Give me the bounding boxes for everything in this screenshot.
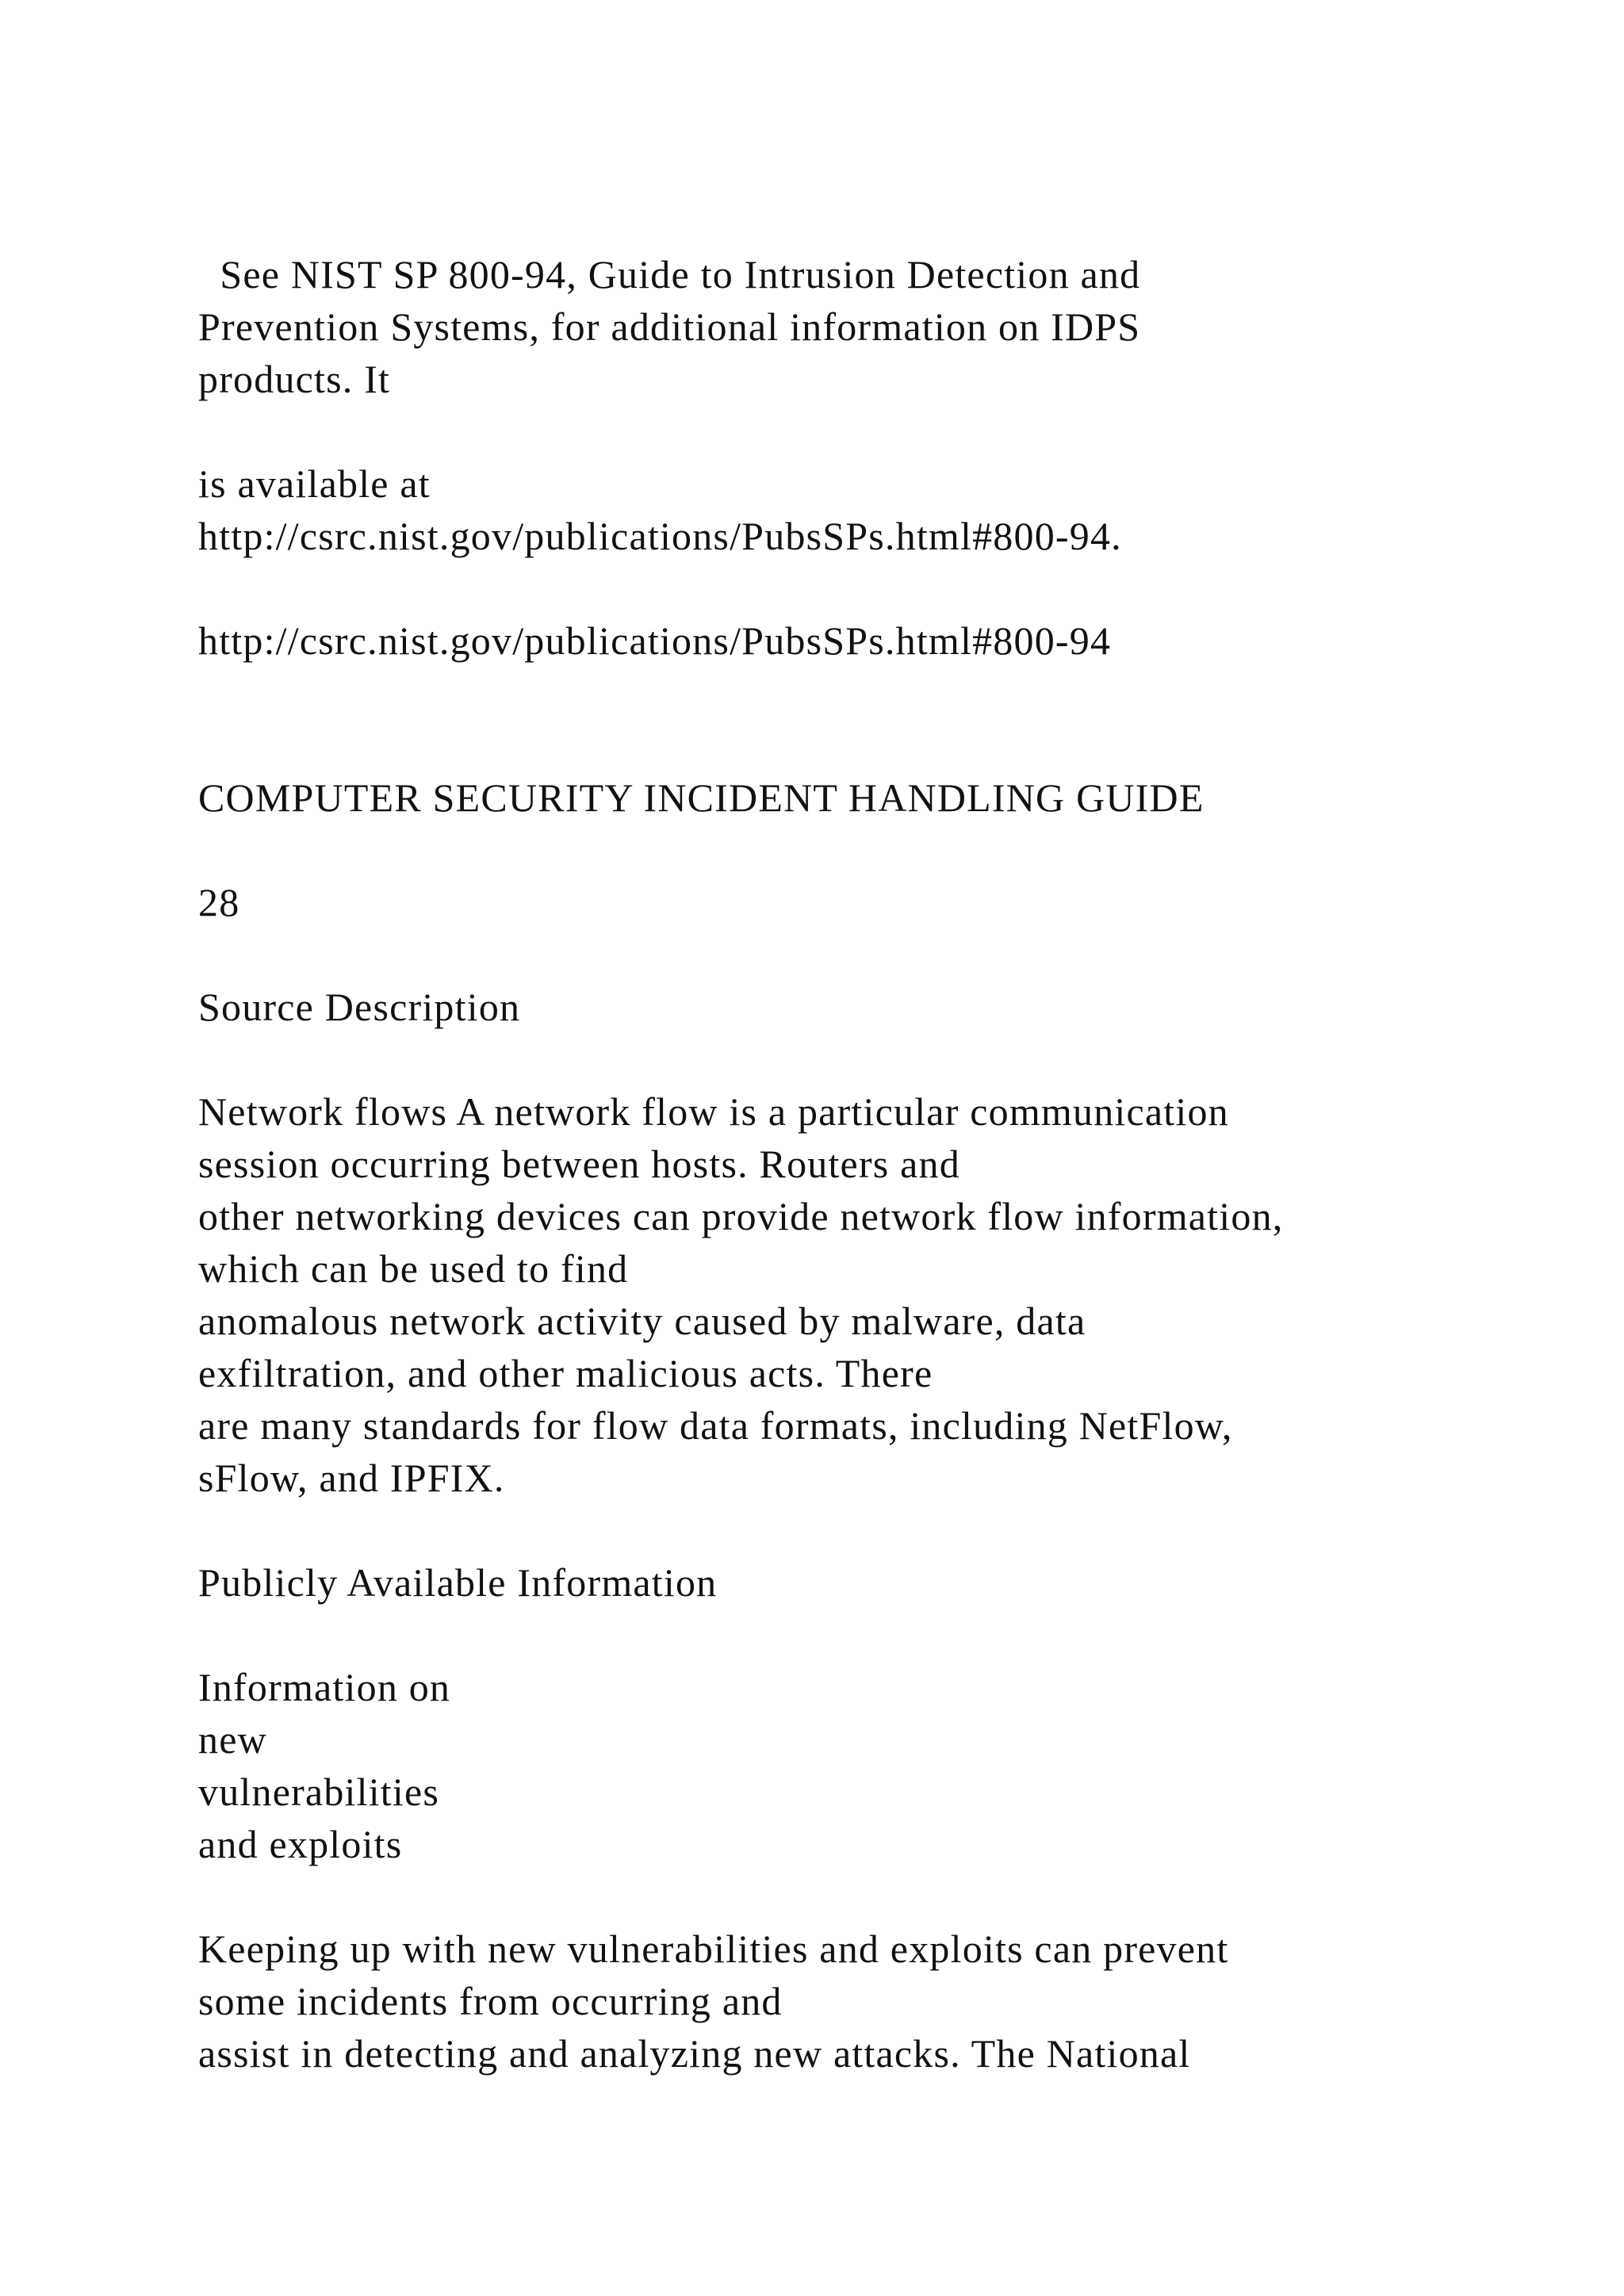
footnote-link[interactable]: http://csrc.nist.gov/publications/PubsSPs.html#800-94. xyxy=(198,514,1122,558)
paragraph-line: sFlow, and IPFIX. xyxy=(198,1456,505,1500)
footnote-line: products. It xyxy=(198,357,391,401)
paragraph-line: other networking devices can provide network flow information, xyxy=(198,1194,1284,1238)
footnote-line: See NIST SP 800-94, Guide to Intrusion Detection and xyxy=(198,252,1141,297)
paragraph-line: anomalous network activity caused by malware, data xyxy=(198,1299,1086,1343)
paragraph-line: which can be used to find xyxy=(198,1246,629,1291)
label-line: and exploits xyxy=(198,1822,403,1866)
section-heading: Publicly Available Information xyxy=(198,1560,718,1605)
footnote-line: is available at xyxy=(198,461,431,506)
page-number: 28 xyxy=(198,880,240,924)
paragraph-line: some incidents from occurring and xyxy=(198,1979,783,2023)
page-header: COMPUTER SECURITY INCIDENT HANDLING GUIDE xyxy=(198,775,1205,820)
paragraph-line: exfiltration, and other malicious acts. There xyxy=(198,1351,933,1395)
footnote-url[interactable]: http://csrc.nist.gov/publications/PubsSPs.html#800-94 xyxy=(198,618,1112,663)
paragraph-line: are many standards for flow data formats, including NetFlow, xyxy=(198,1403,1233,1448)
footnote-line: Prevention Systems, for additional information on IDPS xyxy=(198,304,1141,349)
paragraph-line: Network flows A network flow is a particular communication xyxy=(198,1089,1229,1134)
label-line: new xyxy=(198,1717,267,1762)
label-line: vulnerabilities xyxy=(198,1770,440,1814)
paragraph-line: assist in detecting and analyzing new attacks. The National xyxy=(198,2031,1191,2076)
paragraph-line: Keeping up with new vulnerabilities and exploits can prevent xyxy=(198,1927,1229,1971)
label-line: Information on xyxy=(198,1665,451,1709)
table-heading: Source Description xyxy=(198,985,521,1029)
paragraph-line: session occurring between hosts. Routers and xyxy=(198,1142,960,1186)
